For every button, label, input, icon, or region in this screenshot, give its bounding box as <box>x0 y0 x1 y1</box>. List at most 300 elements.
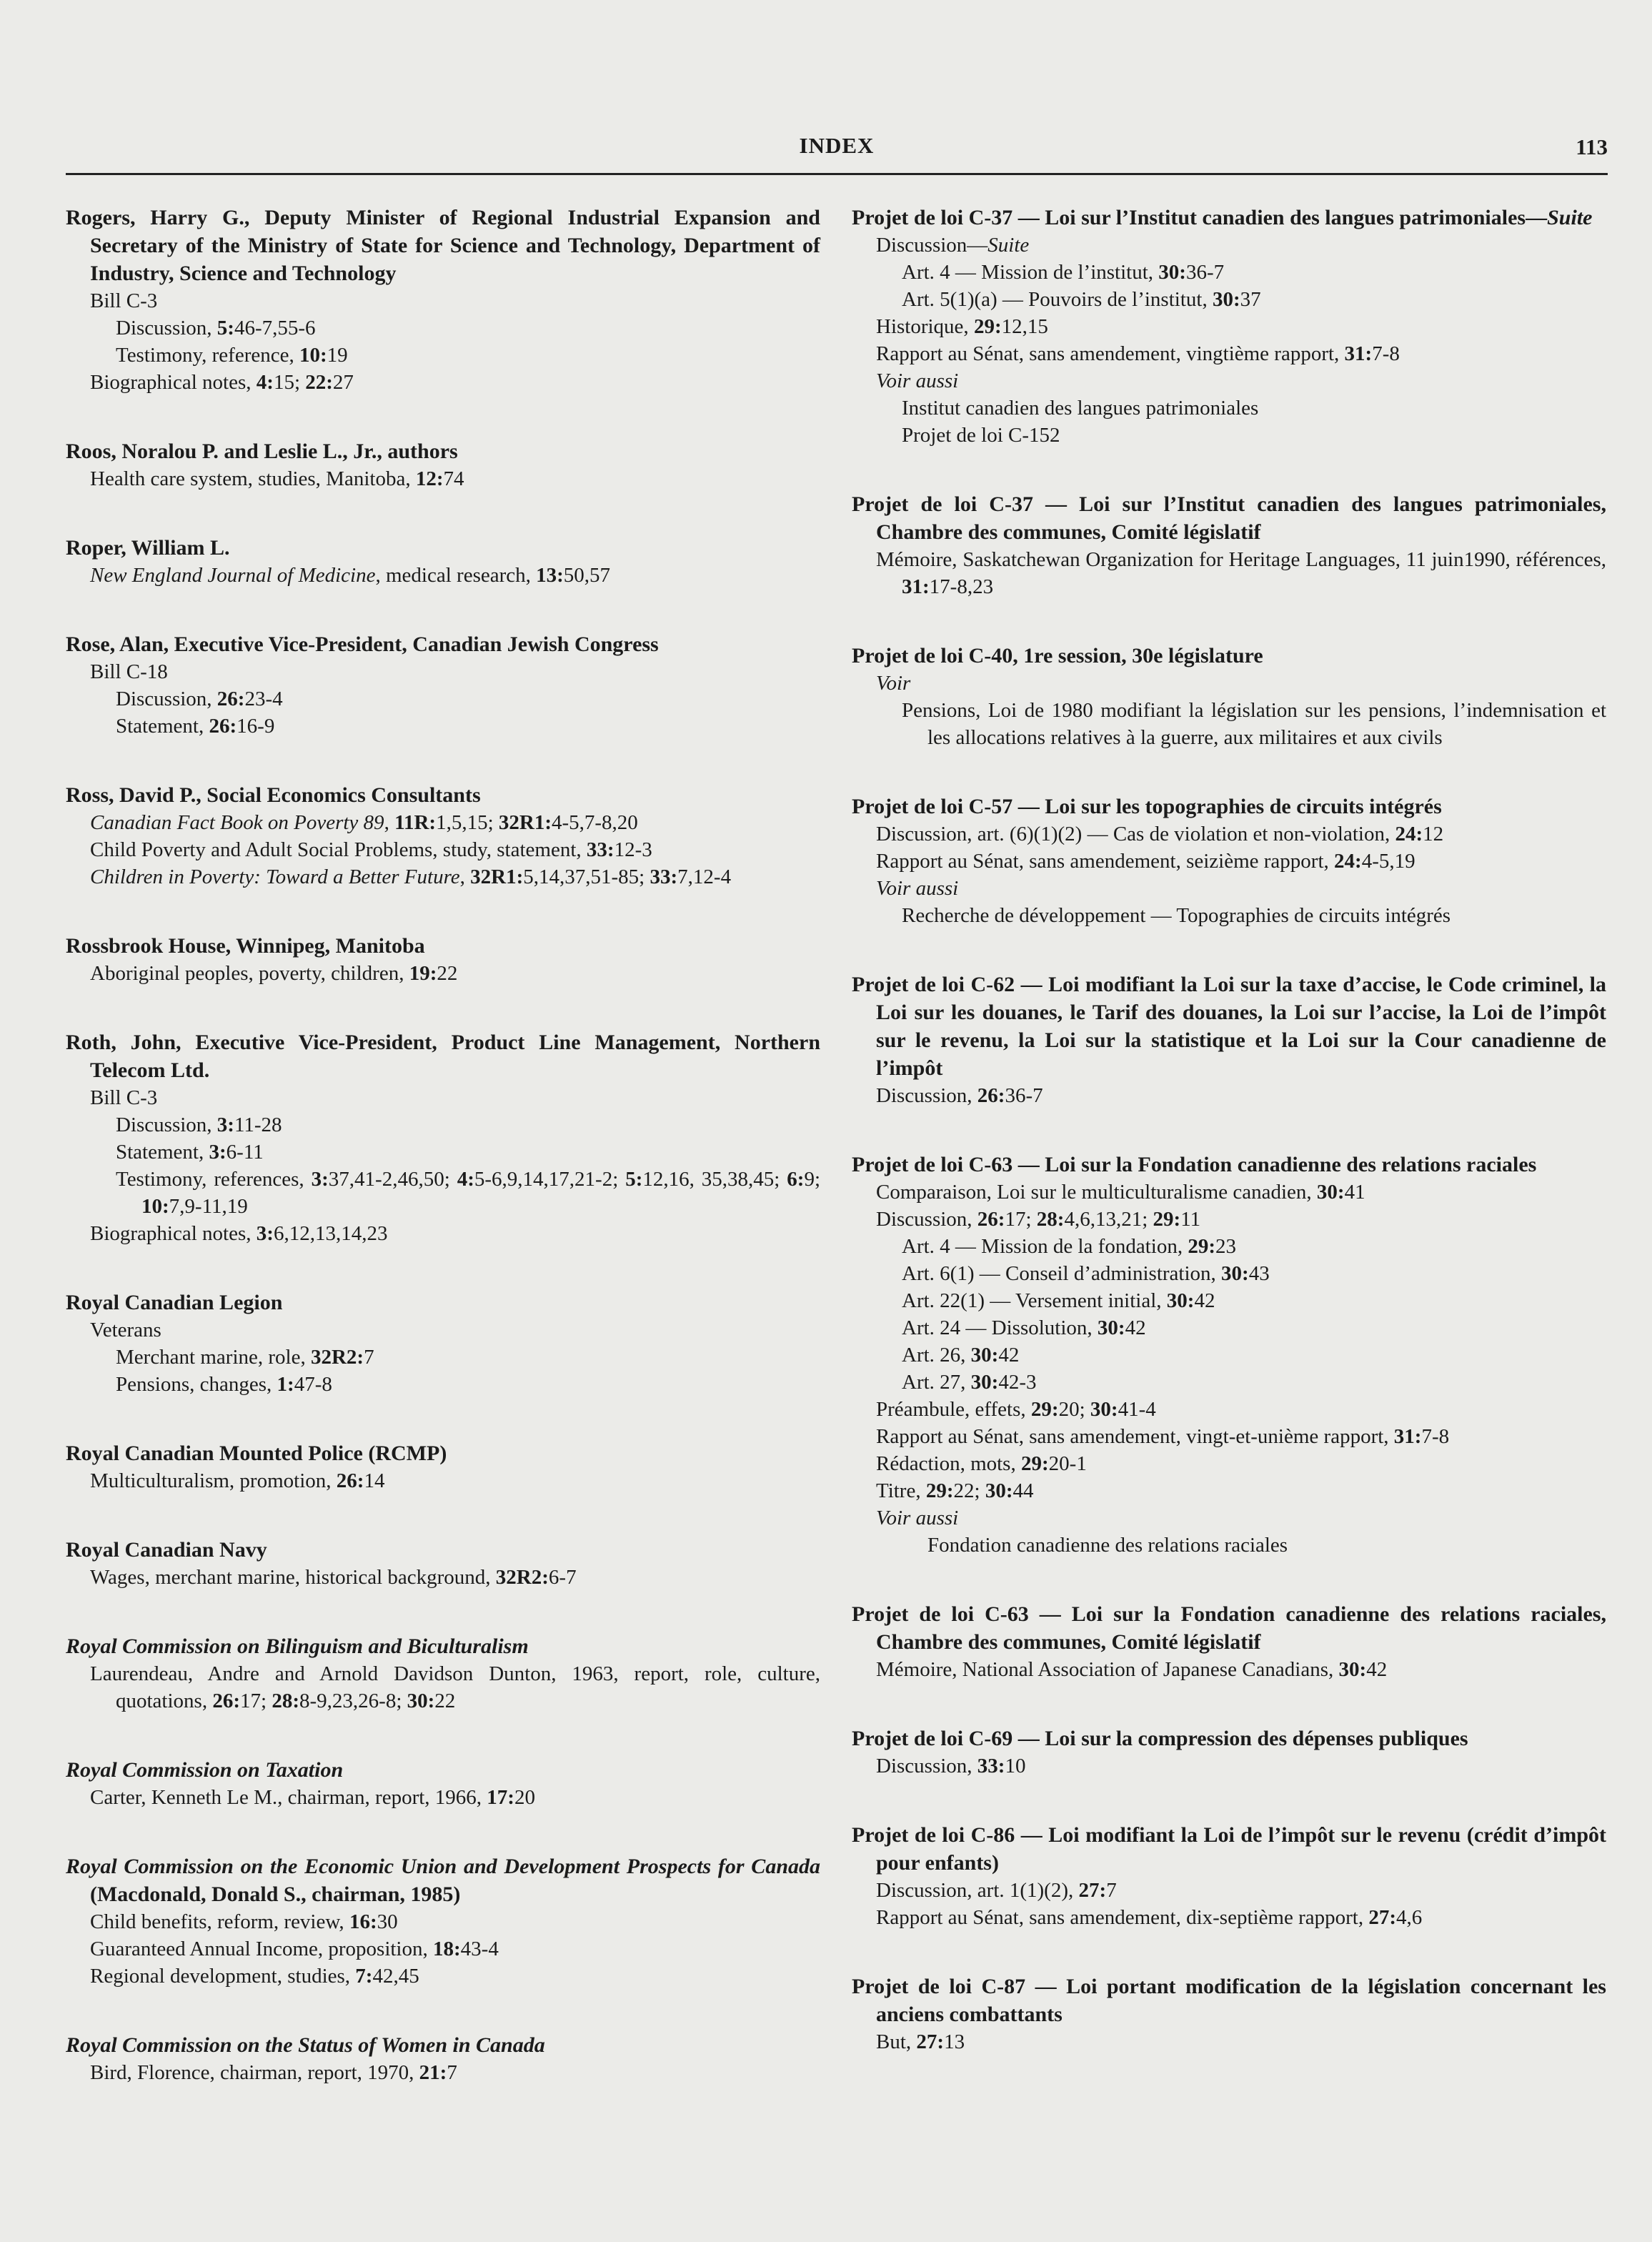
index-entry <box>852 490 1606 600</box>
subentry <box>852 875 1606 902</box>
subentry-text: Bird, Florence, chairman, report, 1970, <box>90 2061 419 2084</box>
volume-reference: 30: <box>407 1690 435 1712</box>
subentry <box>66 1111 820 1139</box>
subentry-text: 8-9,23,26-8; <box>299 1690 407 1712</box>
subentry <box>66 1166 820 1220</box>
subentry-text: Discussion, <box>116 1113 217 1136</box>
subentry-text: Art. 22(1) — Versement initial, <box>902 1289 1167 1312</box>
subentry-text: 42 <box>1366 1658 1388 1681</box>
index-entry <box>66 1756 820 1811</box>
entry-heading <box>852 793 1606 820</box>
subentry-text: Testimony, reference, <box>116 344 299 367</box>
subentry-text: Discussion, <box>876 1755 977 1777</box>
subentry-text: Pensions, Loi de 1980 modifiant la législation sur les pensions, l’indemnisation et les allocations relatives à la guerre, aux militaires et aux civils <box>902 699 1606 749</box>
index-entry <box>852 793 1606 929</box>
subentry-text: Art. 24 — Dissolution, <box>902 1316 1098 1339</box>
subentry-text: Discussion, art. (6)(1)(2) — Cas de violation et non-violation, <box>876 823 1395 845</box>
subentry <box>66 1564 820 1591</box>
subentry-text: 1,5,15; <box>436 811 499 834</box>
volume-reference: 31: <box>1393 1425 1422 1448</box>
subentry-text: 15; <box>273 371 306 394</box>
subentry-text: Child Poverty and Adult Social Problems, study, statement, <box>90 838 587 861</box>
subentry-text: Art. 4 — Mission de la fondation, <box>902 1235 1188 1258</box>
subentry-text: Statement, <box>116 1141 209 1164</box>
entry-heading <box>66 1852 820 1908</box>
volume-reference: 10: <box>141 1195 169 1218</box>
subentry-text: Health care system, studies, Manitoba, <box>90 467 416 490</box>
subentry <box>66 314 820 342</box>
volume-reference: 19: <box>409 962 437 985</box>
subentry <box>66 863 820 891</box>
subentry-text: 43 <box>1248 1262 1270 1285</box>
volume-reference: 33: <box>977 1755 1005 1777</box>
subentry-text: 17; <box>1005 1208 1037 1231</box>
subentry <box>852 546 1606 600</box>
subentry-text: Voir <box>876 672 911 695</box>
heading-text: Rose, Alan, Executive Vice-President, Canadian Jewish Congress <box>66 633 659 656</box>
index-entry <box>66 630 820 740</box>
subentry <box>66 465 820 492</box>
heading-text: Projet de loi C-63 — Loi sur la Fondation canadienne des relations raciales, Chambre des communes, Comité législatif <box>852 1602 1606 1654</box>
index-entry <box>852 1973 1606 2055</box>
index-entry <box>66 204 820 396</box>
subentry-text: 12,15 <box>1001 315 1048 338</box>
entry-heading <box>66 1028 820 1084</box>
heading-text: Ross, David P., Social Economics Consultants <box>66 783 481 807</box>
subentry-text: 9; <box>804 1168 821 1191</box>
entry-heading <box>66 2031 820 2059</box>
subentry-text: 20; <box>1058 1398 1090 1421</box>
subentry <box>852 1233 1606 1260</box>
volume-reference: 3: <box>209 1141 227 1164</box>
volume-reference: 1: <box>277 1373 294 1396</box>
index-entry <box>852 204 1606 449</box>
subentry-text: 42 <box>1125 1316 1146 1339</box>
heading-text: Projet de loi C-63 — Loi sur la Fondation canadienne des relations raciales <box>852 1153 1537 1176</box>
subentry-text: 17; <box>240 1690 272 1712</box>
subentry-text: Institut canadien des langues patrimoniales <box>902 397 1259 420</box>
volume-reference: 27: <box>1078 1879 1107 1902</box>
subentry <box>852 259 1606 286</box>
entry-heading <box>852 642 1606 670</box>
volume-reference: 3: <box>311 1168 329 1191</box>
subentry-text: 22 <box>437 962 458 985</box>
subentry-text: 7,12-4 <box>677 865 732 888</box>
volume-reference: 27: <box>1368 1906 1397 1929</box>
subentry <box>66 1344 820 1371</box>
subentry <box>852 1369 1606 1396</box>
subentry-text: Pensions, changes, <box>116 1373 277 1396</box>
index-entry <box>66 781 820 891</box>
subentry-text: 41 <box>1344 1181 1365 1204</box>
subentry <box>66 1784 820 1811</box>
volume-reference: 29: <box>925 1479 954 1502</box>
volume-reference: 17: <box>487 1786 514 1809</box>
volume-reference: 30: <box>1090 1398 1118 1421</box>
subentry <box>852 1877 1606 1904</box>
index-entry <box>66 1028 820 1247</box>
volume-reference: 32R2: <box>495 1566 549 1589</box>
volume-reference: 29: <box>1188 1235 1215 1258</box>
subentry-text: Projet de loi C-152 <box>902 424 1060 447</box>
volume-reference: 3: <box>256 1222 274 1245</box>
subentry-text: 23-4 <box>244 688 283 710</box>
subentry <box>852 902 1606 929</box>
subentry <box>66 287 820 314</box>
subentry-text: 7 <box>1106 1879 1117 1902</box>
subentry-text: 5-6,9,14,17,21-2; <box>474 1168 626 1191</box>
volume-reference: 26: <box>217 688 245 710</box>
volume-reference: 27: <box>916 2030 945 2053</box>
volume-reference: 7: <box>355 1965 373 1988</box>
subentry <box>852 395 1606 422</box>
subentry-text: 46-7,55-6 <box>234 317 316 339</box>
entry-heading <box>66 932 820 960</box>
subentry <box>66 1963 820 1990</box>
subentry <box>852 670 1606 697</box>
subentry-text: Suite <box>987 234 1030 257</box>
subentry <box>852 1532 1606 1559</box>
heading-text: Projet de loi C-37 — Loi sur l’Institut canadien des langues patrimoniales— <box>852 206 1548 229</box>
heading-text: (Macdonald, Donald S., chairman, 1985) <box>90 1883 461 1906</box>
header-rule <box>66 173 1608 175</box>
subentry-text: 10 <box>1005 1755 1026 1777</box>
subentry-text: 37 <box>1240 288 1261 311</box>
subentry-text: 23 <box>1215 1235 1236 1258</box>
subentry <box>66 1371 820 1398</box>
volume-reference: 30: <box>1166 1289 1195 1312</box>
subentry-text: Carter, Kenneth Le M., chairman, report, 1966, <box>90 1786 487 1809</box>
page-number: 113 <box>1576 134 1608 159</box>
entry-heading <box>66 1536 820 1564</box>
heading-text: Royal Canadian Navy <box>66 1538 267 1562</box>
subentry <box>852 1423 1606 1450</box>
subentry <box>852 1656 1606 1683</box>
subentry <box>66 685 820 713</box>
subentry <box>66 1660 820 1715</box>
subentry-text: Titre, <box>876 1479 926 1502</box>
subentry-text: 12-3 <box>614 838 652 861</box>
subentry <box>66 562 820 589</box>
subentry-text: 37,41-2,46,50; <box>328 1168 457 1191</box>
subentry-text: 42 <box>998 1344 1020 1366</box>
entry-heading <box>66 781 820 809</box>
subentry-text: But, <box>876 2030 917 2053</box>
subentry-text: 20-1 <box>1048 1452 1087 1475</box>
volume-reference: 31: <box>902 575 930 598</box>
subentry <box>66 658 820 685</box>
subentry-text: Regional development, studies, <box>90 1965 356 1988</box>
volume-reference: 32R1: <box>470 865 524 888</box>
subentry <box>852 232 1606 259</box>
volume-reference: 30: <box>1158 261 1186 284</box>
subentry <box>852 1752 1606 1780</box>
subentry-text: New England Journal of Medicine <box>90 564 376 587</box>
subentry-text: 4-5,7-8,20 <box>551 811 638 834</box>
subentry <box>852 1904 1606 1931</box>
volume-reference: 5: <box>217 317 234 339</box>
subentry-text: Bill C-18 <box>90 660 168 683</box>
volume-reference: 30: <box>1212 288 1240 311</box>
heading-text: Projet de loi C-57 — Loi sur les topographies de circuits intégrés <box>852 795 1442 818</box>
index-entry <box>852 642 1606 751</box>
subentry <box>852 1450 1606 1477</box>
heading-text: Projet de loi C-62 — Loi modifiant la Loi sur la taxe d’accise, le Code criminel, la Loi sur les douanes, le Tarif des douanes, la Loi sur l’accise, la Loi de l’impôt sur le revenu, la Loi sur la statistique et la Loi sur la Cour canadienne de l’impôt <box>852 973 1606 1080</box>
subentry-text: Discussion, <box>876 1084 977 1107</box>
subentry-text: 4,6,13,21; <box>1064 1208 1153 1231</box>
subentry <box>852 422 1606 449</box>
subentry-text: 36-7 <box>1005 1084 1043 1107</box>
subentry-text: Art. 26, <box>902 1344 971 1366</box>
volume-reference: 4: <box>256 371 274 394</box>
subentry <box>66 1935 820 1963</box>
subentry <box>66 1084 820 1111</box>
subentry-text: 6-11 <box>226 1141 264 1164</box>
volume-reference: 21: <box>419 2061 447 2084</box>
entry-heading <box>852 1725 1606 1752</box>
subentry-text: 7 <box>364 1346 374 1369</box>
subentry <box>66 1467 820 1494</box>
subentry-text: 30 <box>377 1910 398 1933</box>
volume-reference: 30: <box>970 1371 999 1394</box>
subentry-text: Discussion, <box>116 688 217 710</box>
subentry-text: Rapport au Sénat, sans amendement, dix-septième rapport, <box>876 1906 1369 1929</box>
subentry-text: Multiculturalism, promotion, <box>90 1469 337 1492</box>
subentry <box>66 836 820 863</box>
volume-reference: 31: <box>1344 342 1373 365</box>
subentry-text: Fondation canadienne des relations raciales <box>927 1534 1288 1557</box>
subentry-text: Art. 27, <box>902 1371 971 1394</box>
subentry <box>66 1908 820 1935</box>
volume-reference: 26: <box>977 1084 1005 1107</box>
subentry-text: Mémoire, Saskatchewan Organization for Heritage Languages, 11 juin1990, références, <box>876 548 1606 571</box>
subentry-text: Bill C-3 <box>90 1086 158 1109</box>
index-entry <box>66 1536 820 1591</box>
subentry-text: Child benefits, reform, review, <box>90 1910 349 1933</box>
subentry <box>852 1287 1606 1314</box>
subentry-text: 5,14,37,51-85; <box>523 865 650 888</box>
entry-heading <box>66 437 820 465</box>
heading-text: Royal Canadian Mounted Police (RCMP) <box>66 1442 447 1465</box>
subentry-text: Canadian Fact Book on Poverty 89 <box>90 811 384 834</box>
subentry <box>852 1260 1606 1287</box>
entry-heading <box>66 1439 820 1467</box>
subentry-text: , <box>384 811 395 834</box>
index-entry <box>66 1852 820 1990</box>
subentry-text: 27 <box>332 371 354 394</box>
subentry-text: 7-8 <box>1421 1425 1450 1448</box>
heading-text: Projet de loi C-69 — Loi sur la compression des dépenses publiques <box>852 1727 1468 1750</box>
heading-text: Projet de loi C-37 — Loi sur l’Institut canadien des langues patrimoniales, Chambre des communes, Comité législatif <box>852 492 1606 544</box>
subentry-text: 11-28 <box>234 1113 282 1136</box>
volume-reference: 29: <box>1153 1208 1181 1231</box>
subentry <box>66 1220 820 1247</box>
running-head: INDEX <box>799 133 875 158</box>
subentry-text: Art. 4 — Mission de l’institut, <box>902 261 1159 284</box>
subentry-text: , medical research, <box>375 564 537 587</box>
index-entry <box>66 1439 820 1494</box>
subentry <box>852 1504 1606 1532</box>
subentry-text: 6,12,13,14,23 <box>273 1222 388 1245</box>
volume-reference: 30: <box>1316 1181 1345 1204</box>
volume-reference: 16: <box>349 1910 377 1933</box>
subentry-text: 20 <box>514 1786 535 1809</box>
subentry-text: Biographical notes, <box>90 371 257 394</box>
volume-reference: 24: <box>1395 823 1423 845</box>
subentry-text: Rapport au Sénat, sans amendement, seizième rapport, <box>876 850 1335 873</box>
subentry-text: Merchant marine, role, <box>116 1346 311 1369</box>
subentry <box>66 2059 820 2086</box>
subentry <box>852 1206 1606 1233</box>
entry-heading <box>66 630 820 658</box>
volume-reference: 18: <box>433 1938 461 1960</box>
subentry-text: Art. 5(1)(a) — Pouvoirs de l’institut, <box>902 288 1213 311</box>
subentry <box>66 1316 820 1344</box>
entry-heading <box>66 204 820 287</box>
entry-heading <box>852 204 1606 232</box>
entry-heading <box>852 490 1606 546</box>
subentry-text: 7,9-11,19 <box>169 1195 248 1218</box>
subentry-text: Discussion— <box>876 234 988 257</box>
subentry-text: Discussion, art. 1(1)(2), <box>876 1879 1079 1902</box>
index-column-left <box>66 204 820 2128</box>
subentry <box>852 1477 1606 1504</box>
subentry-text: 22 <box>434 1690 456 1712</box>
subentry <box>66 1139 820 1166</box>
volume-reference: 29: <box>1030 1398 1059 1421</box>
heading-text: Royal Canadian Legion <box>66 1291 283 1314</box>
volume-reference: 32R2: <box>310 1346 364 1369</box>
volume-reference: 12: <box>415 467 444 490</box>
subentry <box>66 713 820 740</box>
subentry <box>852 1179 1606 1206</box>
entry-heading <box>852 1151 1606 1179</box>
heading-text: Royal Commission on the Status of Women in Canada <box>66 2033 545 2057</box>
heading-text: Projet de loi C-87 — Loi portant modification de la législation concernant les anciens combattants <box>852 1975 1606 2026</box>
subentry-text: 19 <box>327 344 348 367</box>
heading-text: Rogers, Harry G., Deputy Minister of Regional Industrial Expansion and Secretary of the Ministry of State for Science and Technology, Department of Industry, Science and Technology <box>66 206 820 285</box>
index-column-right <box>852 204 1606 2097</box>
subentry-text: 47-8 <box>294 1373 332 1396</box>
subentry <box>66 960 820 987</box>
subentry-text: Mémoire, National Association of Japanese Canadians, <box>876 1658 1339 1681</box>
volume-reference: 26: <box>336 1469 364 1492</box>
volume-reference: 5: <box>625 1168 643 1191</box>
heading-text: Roper, William L. <box>66 536 230 560</box>
subentry <box>852 1341 1606 1369</box>
index-entry <box>852 1821 1606 1931</box>
subentry-text: Children in Poverty: Toward a Better Future <box>90 865 460 888</box>
subentry <box>66 809 820 836</box>
volume-reference: 10: <box>299 344 327 367</box>
index-entry <box>852 1725 1606 1780</box>
heading-text: Roos, Noralou P. and Leslie L., Jr., authors <box>66 440 458 463</box>
subentry-text: Préambule, effets, <box>876 1398 1031 1421</box>
volume-reference: 28: <box>272 1690 299 1712</box>
subentry-text: Guaranteed Annual Income, proposition, <box>90 1938 433 1960</box>
subentry-text: 14 <box>364 1469 385 1492</box>
subentry <box>852 2028 1606 2055</box>
subentry <box>852 367 1606 395</box>
volume-reference: 30: <box>1338 1658 1367 1681</box>
volume-reference: 24: <box>1334 850 1362 873</box>
subentry-text: 16-9 <box>237 715 275 738</box>
subentry-text: Testimony, references, <box>116 1168 312 1191</box>
subentry <box>852 286 1606 313</box>
subentry-text: 74 <box>443 467 464 490</box>
volume-reference: 33: <box>586 838 614 861</box>
volume-reference: 3: <box>217 1113 234 1136</box>
subentry <box>852 1396 1606 1423</box>
subentry-text: Wages, merchant marine, historical background, <box>90 1566 496 1589</box>
subentry <box>852 1314 1606 1341</box>
page-header <box>66 129 1608 177</box>
subentry-text: 12,16, 35,38,45; <box>642 1168 787 1191</box>
subentry-text: 42-3 <box>998 1371 1037 1394</box>
subentry-text: Bill C-3 <box>90 289 158 312</box>
subentry-text: 13 <box>944 2030 965 2053</box>
subentry-text: 6-7 <box>548 1566 577 1589</box>
subentry-text: Discussion, <box>876 1208 977 1231</box>
subentry-text: Rapport au Sénat, sans amendement, vingtième rapport, <box>876 342 1345 365</box>
entry-heading <box>852 1973 1606 2028</box>
volume-reference: 29: <box>973 315 1002 338</box>
volume-reference: 32R1: <box>498 811 552 834</box>
subentry-text: Voir aussi <box>876 1507 959 1529</box>
heading-text: Royal Commission on Bilinguism and Biculturalism <box>66 1635 529 1658</box>
entry-heading <box>852 1821 1606 1877</box>
entry-heading <box>852 1600 1606 1656</box>
heading-text: Rossbrook House, Winnipeg, Manitoba <box>66 934 425 958</box>
volume-reference: 26: <box>209 715 237 738</box>
subentry-text: 43-4 <box>460 1938 499 1960</box>
volume-reference: 30: <box>1097 1316 1125 1339</box>
entry-heading <box>66 534 820 562</box>
subentry-text: 11 <box>1180 1208 1201 1231</box>
subentry-text: Biographical notes, <box>90 1222 257 1245</box>
volume-reference: 26: <box>977 1208 1005 1231</box>
subentry-text: 41-4 <box>1118 1398 1156 1421</box>
heading-text: Royal Commission on the Economic Union and Development Prospects for Canada <box>66 1855 820 1878</box>
heading-text: Royal Commission on Taxation <box>66 1758 344 1782</box>
subentry-text: Historique, <box>876 315 974 338</box>
volume-reference: 13: <box>536 564 564 587</box>
heading-text: Roth, John, Executive Vice-President, Product Line Management, Northern Telecom Ltd. <box>66 1031 820 1082</box>
subentry-text: Veterans <box>90 1319 161 1341</box>
volume-reference: 33: <box>650 865 678 888</box>
index-entry <box>852 1151 1606 1559</box>
subentry <box>852 1082 1606 1109</box>
volume-reference: 30: <box>985 1479 1013 1502</box>
subentry-text: 7 <box>447 2061 457 2084</box>
entry-heading <box>66 1289 820 1316</box>
subentry-text: , <box>459 865 471 888</box>
volume-reference: 30: <box>970 1344 999 1366</box>
index-entry <box>66 932 820 987</box>
subentry-text: 42,45 <box>372 1965 419 1988</box>
heading-text: Projet de loi C-40, 1re session, 30e législature <box>852 644 1263 668</box>
index-entry <box>852 1600 1606 1683</box>
heading-text: Suite <box>1547 206 1593 229</box>
subentry-text: 4,6 <box>1396 1906 1423 1929</box>
volume-reference: 4: <box>457 1168 474 1191</box>
subentry-text: Rapport au Sénat, sans amendement, vingt-et-unième rapport, <box>876 1425 1394 1448</box>
subentry <box>852 697 1606 751</box>
subentry <box>66 342 820 369</box>
volume-reference: 6: <box>787 1168 805 1191</box>
subentry-text: 7-8 <box>1372 342 1400 365</box>
entry-heading <box>66 1632 820 1660</box>
